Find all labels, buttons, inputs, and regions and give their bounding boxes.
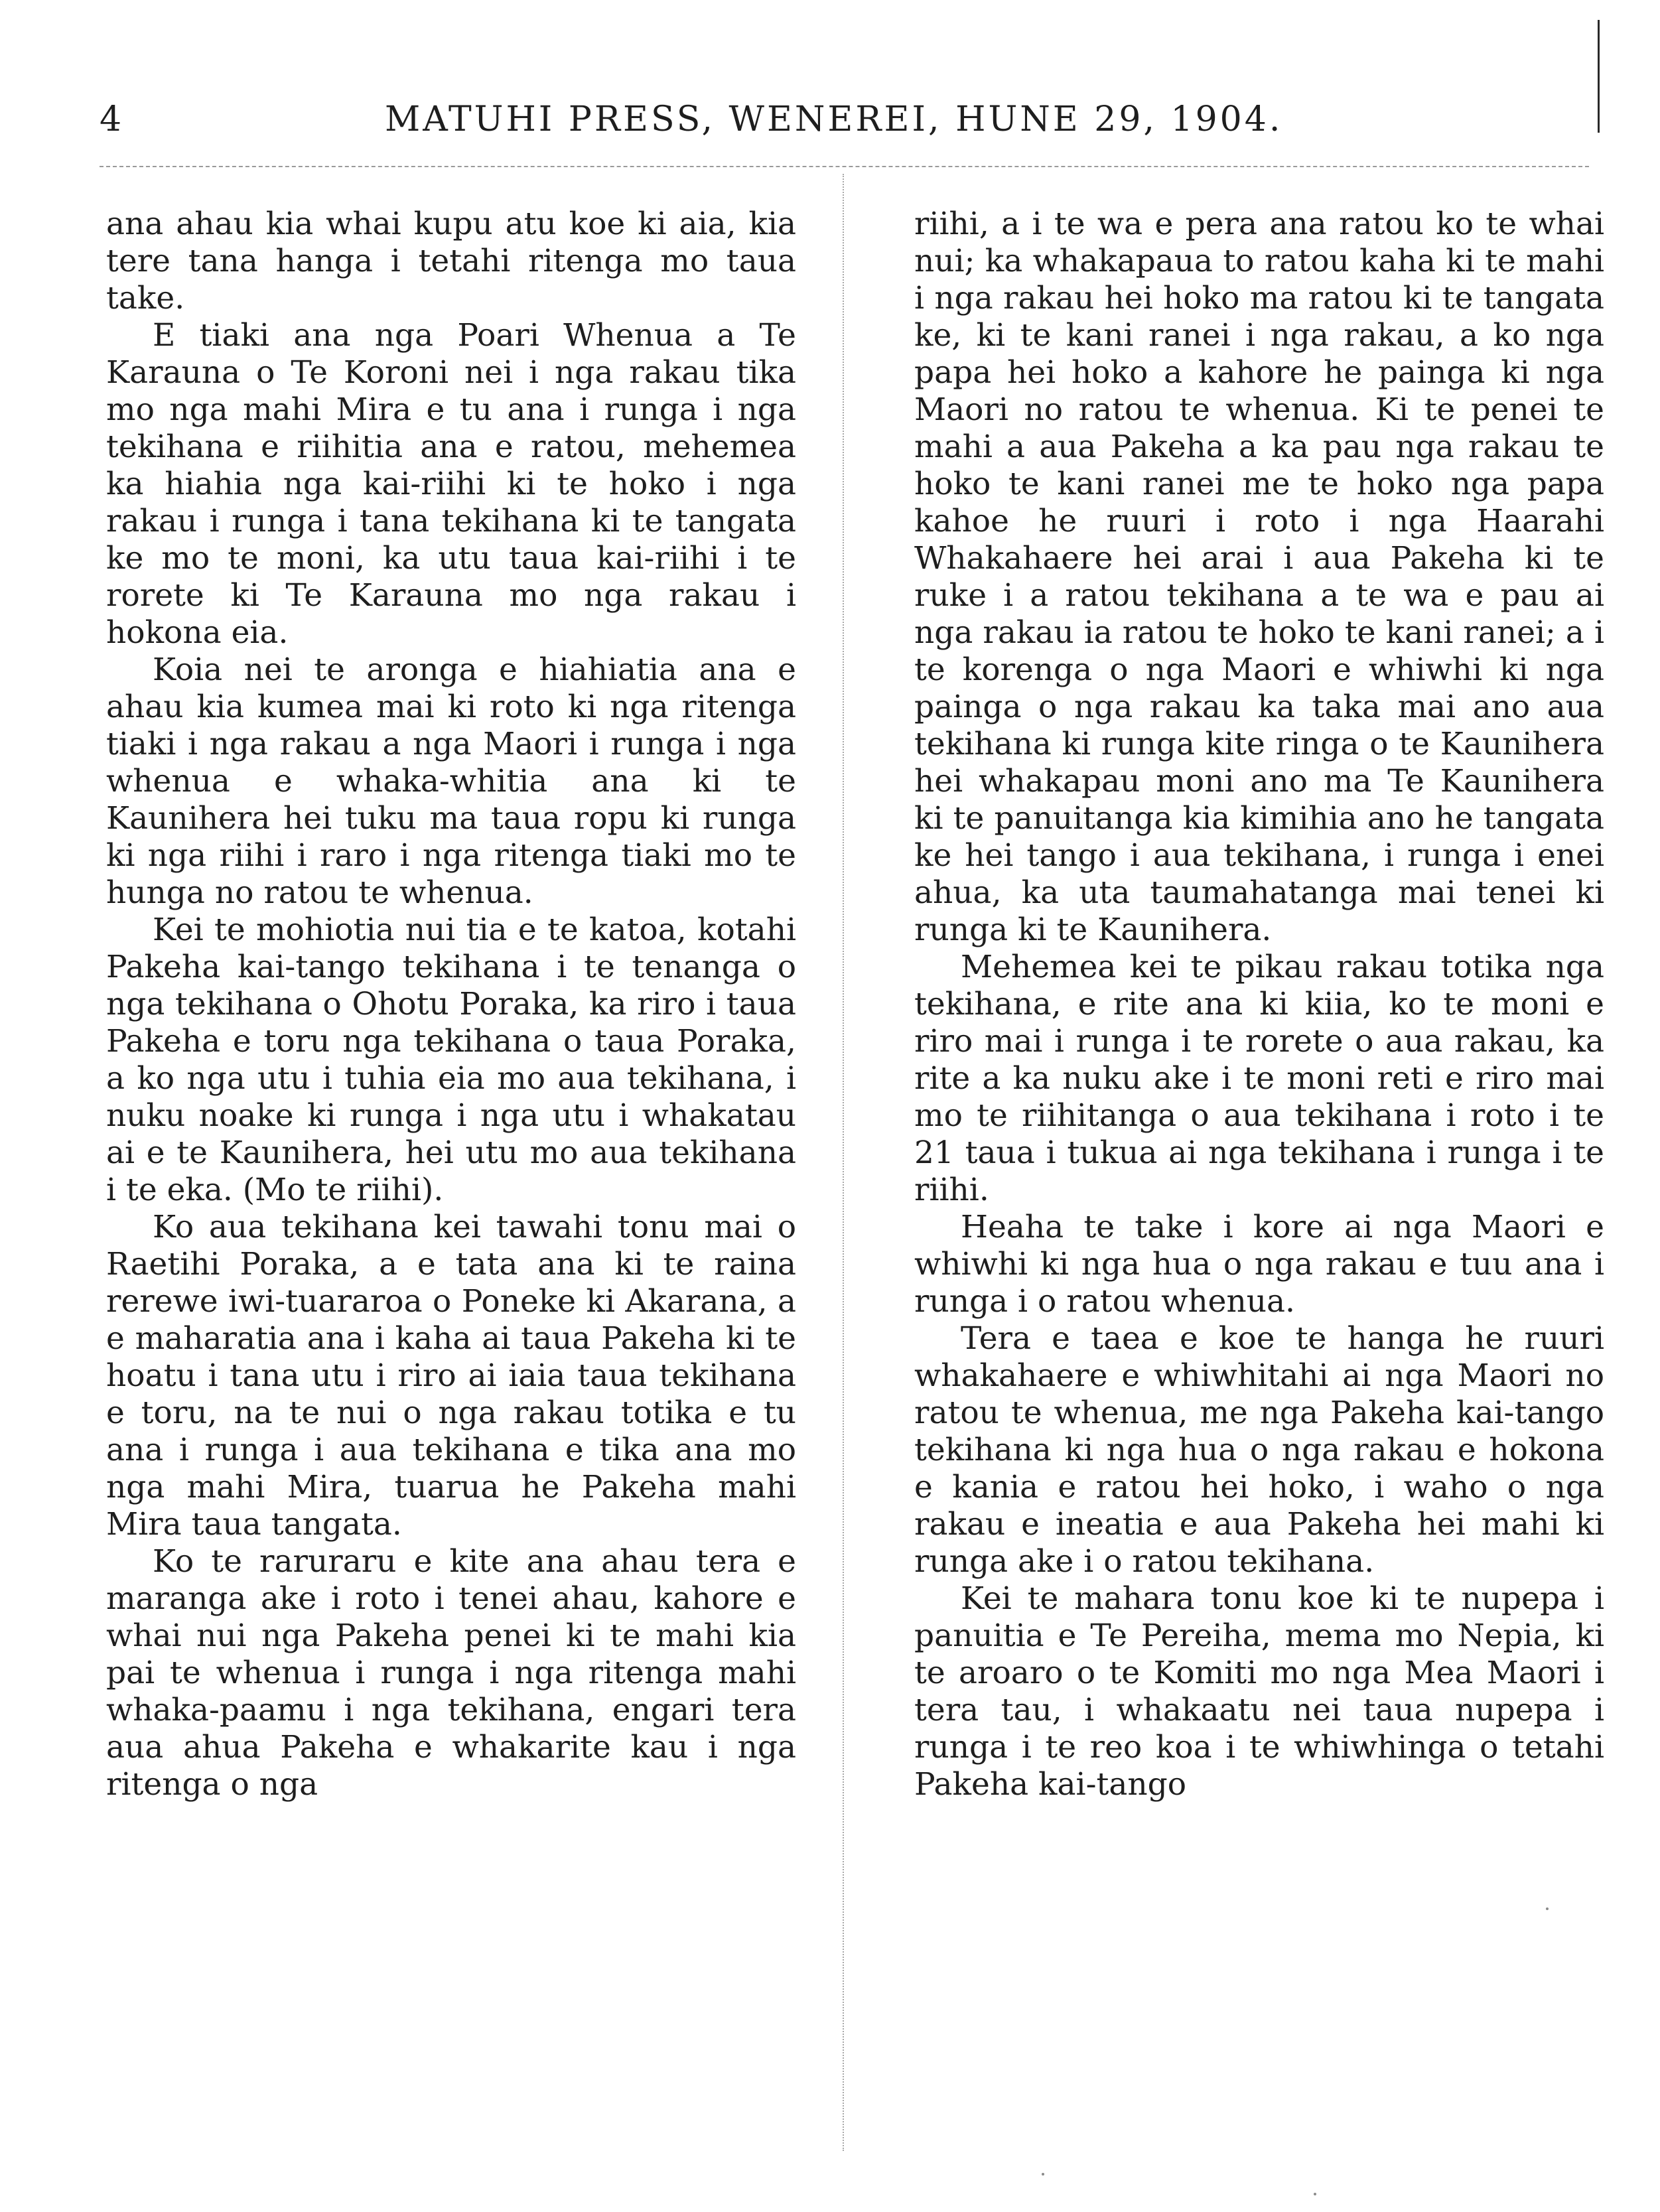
column-divider bbox=[843, 174, 844, 2151]
paragraph: Heaha te take i kore ai nga Maori e whiwhi ki nga hua o nga rakau e tuu ana i runga i o ratou whenua. bbox=[914, 1209, 1604, 1320]
paragraph: Kei te mohiotia nui tia e te katoa, kotahi Pakeha kai-tango tekihana i te tenanga o nga tekihana o Ohotu Poraka, ka riro i taua Pakeha e toru nga tekihana o taua Poraka, a ko nga utu i tuhia eia mo aua tekihana, i nuku noake ki runga i nga utu i whakatau ai e te Kaunihera, hei utu mo aua tekihana i te eka. (Mo te riihi). bbox=[106, 912, 796, 1208]
right-column bbox=[914, 206, 1604, 2130]
paragraph: Tera e taea e koe te hanga he ruuri whakahaere e whiwhitahi ai nga Maori no ratou te whenua, me nga Pakeha kai-tango tekihana ki nga hua o nga rakau e hokona e kania e ratou hei hoko, i waho o nga rakau e ineatia e aua Pakeha hei mahi ki runga ake i o ratou tekihana. bbox=[914, 1320, 1604, 1580]
margin-mark bbox=[1598, 20, 1600, 133]
paragraph: ana ahau kia whai kupu atu koe ki aia, kia tere tana hanga i tetahi ritenga mo taua take. bbox=[106, 206, 796, 316]
header-rule bbox=[100, 166, 1589, 167]
print-speck bbox=[1042, 2173, 1044, 2176]
page-number: 4 bbox=[100, 100, 123, 139]
paragraph: Koia nei te aronga e hiahiatia ana e ahau kia kumea mai ki roto ki nga ritenga tiaki i nga rakau a nga Maori i runga i nga whenua e whaka-whitia ana ki te Kaunihera hei tuku ma taua ropu ki runga ki nga riihi i raro i nga ritenga tiaki mo te hunga no ratou te whenua. bbox=[106, 652, 796, 911]
paragraph: Ko aua tekihana kei tawahi tonu mai o Raetihi Poraka, a e tata ana ki te raina rerewe iwi-tuararoa o Poneke ki Akarana, a e maharatia ana i kaha ai taua Pakeha ki te hoatu i tana utu i riro ai iaia taua tekihana e toru, na te nui o nga rakau totika e tu ana i runga i aua tekihana e tika ana mo nga mahi Mira, tuarua he Pakeha mahi Mira taua tangata. bbox=[106, 1209, 796, 1543]
paragraph: riihi, a i te wa e pera ana ratou ko te whai nui; ka whakapaua to ratou kaha ki te mahi i nga rakau hei hoko ma ratou ki te tangata ke, ki te kani ranei i nga rakau, a ko nga papa hei hoko a kahore he painga ki nga Maori no ratou te whenua. Ki te penei te mahi a aua Pakeha a ka pau nga rakau te hoko te kani ranei me te hoko nga papa kahoe he ruuri i roto i nga Haarahi Whakahaere hei arai i aua Pakeha ki te ruke i a ratou tekihana a te wa e pau ai nga rakau ia ratou te hoko te kani ranei; a i te korenga o nga Maori e whiwhi ki nga painga o nga rakau ka taka mai ano aua tekihana ki runga kite ringa o te Kaunihera hei whakapau moni ano ma Te Kaunihera ki te panuitanga kia kimihia ano he tangata ke hei tango i aua tekihana, i runga i enei ahua, ka uta taumahatanga mai tenei ki runga ki te Kaunihera. bbox=[914, 206, 1604, 948]
paragraph: E tiaki ana nga Poari Whenua a Te Karauna o Te Koroni nei i nga rakau tika mo nga mahi Mira e tu ana i runga i nga tekihana e riihitia ana e ratou, mehemea ka hiahia nga kai-riihi ki te hoko i nga rakau i runga i tana tekihana ki te tangata ke mo te moni, ka utu taua kai-riihi i te rorete ki Te Karauna mo nga rakau i hokona eia. bbox=[106, 317, 796, 651]
left-column bbox=[106, 206, 796, 2130]
page-header bbox=[100, 100, 1572, 159]
print-speck bbox=[1546, 1907, 1549, 1910]
print-speck bbox=[1314, 2193, 1316, 2195]
paragraph: Kei te mahara tonu koe ki te nupepa i panuitia e Te Pereiha, mema mo Nepia, ki te aroaro o te Komiti mo nga Mea Maori i tera tau, i whakaatu nei taua nupepa i runga i te reo koa i te whiwhinga o tetahi Pakeha kai-tango bbox=[914, 1580, 1604, 1803]
paragraph: Mehemea kei te pikau rakau totika nga tekihana, e rite ana ki kiia, ko te moni e riro mai i runga i te rorete o aua rakau, ka rite a ka nuku ake i te moni reti e riro mai mo te riihitanga o aua tekihana i roto i te 21 taua i tukua ai nga tekihana i runga i te riihi. bbox=[914, 949, 1604, 1208]
running-title: MATUHI PRESS, WENEREI, HUNE 29, 1904. bbox=[385, 100, 1283, 139]
paragraph: Ko te raruraru e kite ana ahau tera e maranga ake i roto i tenei ahau, kahore e whai nui nga Pakeha penei ki te mahi kia pai te whenua i runga i nga ritenga mahi whaka-paamu i nga tekihana, engari tera aua ahua Pakeha e whakarite kau i nga ritenga o nga bbox=[106, 1543, 796, 1803]
